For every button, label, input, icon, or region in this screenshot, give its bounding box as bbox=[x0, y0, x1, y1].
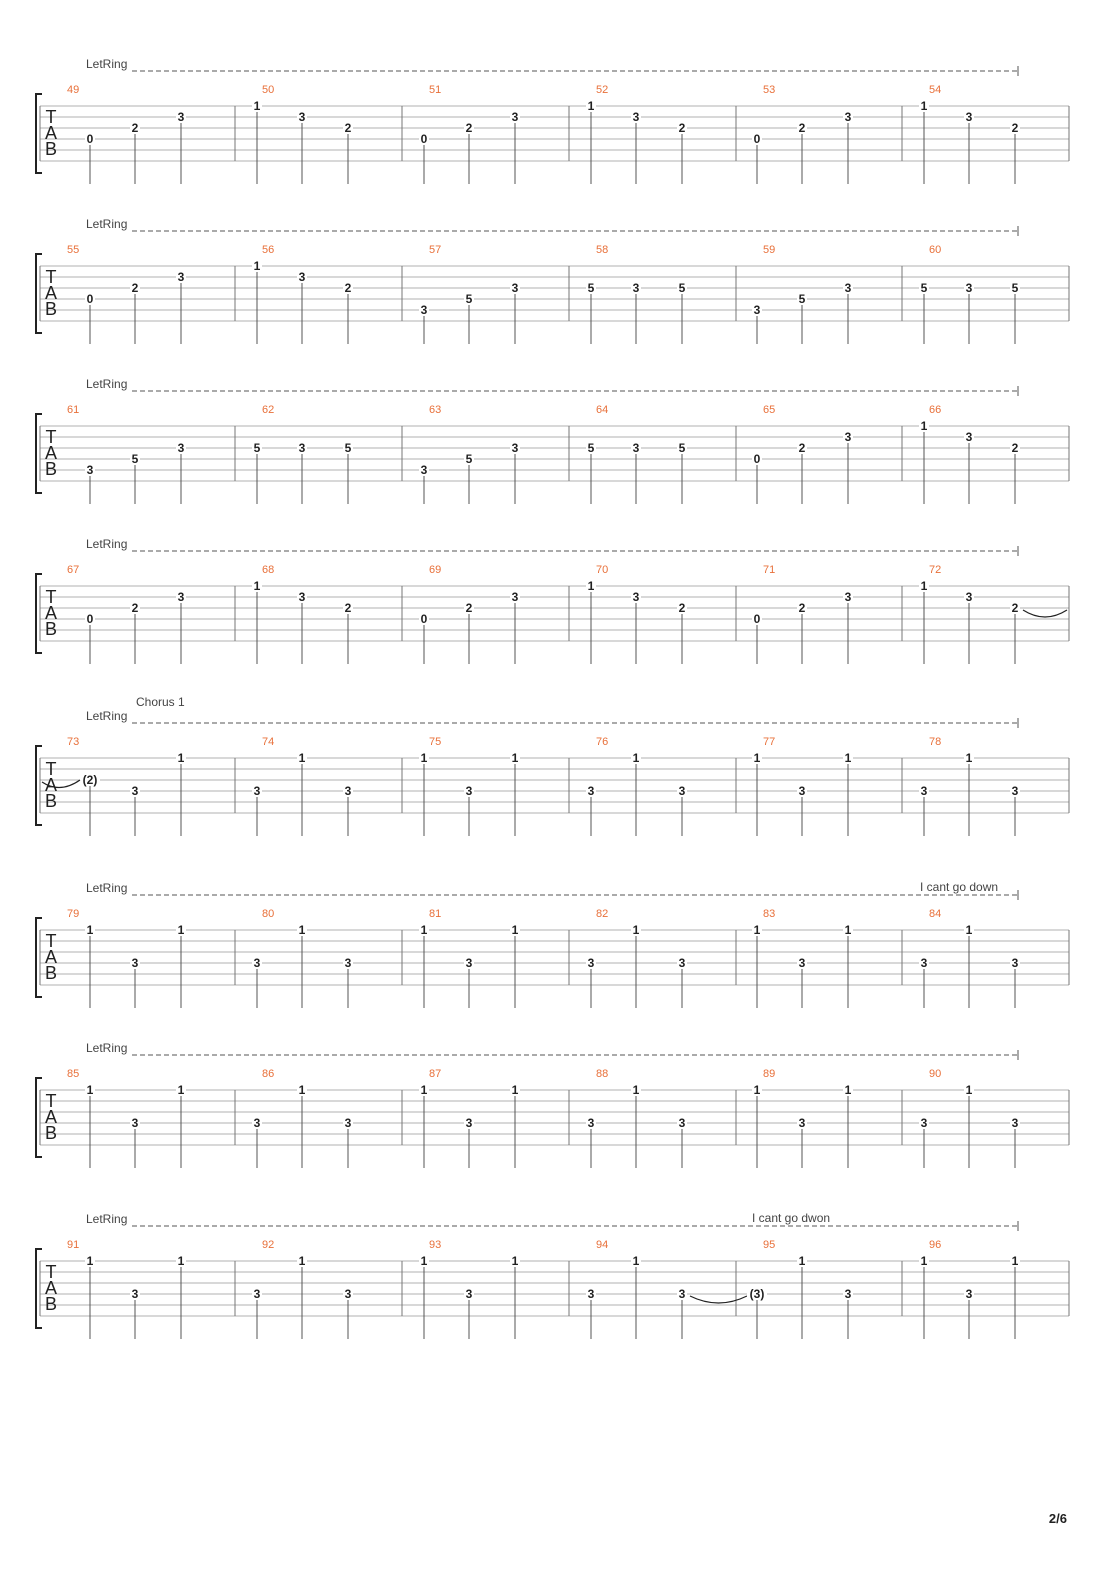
fret-number: 2 bbox=[1011, 121, 1019, 135]
measure-number: 57 bbox=[429, 244, 442, 256]
fret-number: 3 bbox=[753, 303, 761, 317]
fret-number: 3 bbox=[798, 956, 806, 970]
fret-number: 3 bbox=[965, 110, 973, 124]
measure-number: 71 bbox=[763, 564, 776, 576]
fret-number: 3 bbox=[177, 441, 185, 455]
fret-number: 5 bbox=[678, 441, 686, 455]
fret-number: 3 bbox=[465, 956, 473, 970]
measure-number: 90 bbox=[929, 1068, 942, 1080]
fret-number: 3 bbox=[344, 956, 352, 970]
fret-number: 3 bbox=[844, 430, 852, 444]
measure-number: 61 bbox=[67, 404, 80, 416]
measure-number: 92 bbox=[262, 1239, 275, 1251]
fret-number: 1 bbox=[298, 1254, 306, 1268]
fret-number: 1 bbox=[253, 579, 261, 593]
let-ring-label: LetRing bbox=[86, 1212, 128, 1226]
fret-number: 1 bbox=[844, 923, 852, 937]
measure-number: 64 bbox=[596, 404, 609, 416]
fret-number: 0 bbox=[753, 132, 761, 146]
tab-clef-letter: A bbox=[44, 1278, 58, 1298]
fret-number: 1 bbox=[420, 751, 428, 765]
fret-number: 3 bbox=[465, 784, 473, 798]
lyric-text: I cant go down bbox=[920, 880, 999, 894]
fret-number: 3 bbox=[131, 1287, 139, 1301]
fret-number: 1 bbox=[86, 923, 94, 937]
measure-number: 51 bbox=[429, 84, 442, 96]
fret-number: 5 bbox=[1011, 281, 1019, 295]
fret-number: 3 bbox=[511, 590, 519, 604]
measure-number: 50 bbox=[262, 84, 275, 96]
fret-number: (2) bbox=[82, 773, 98, 787]
tab-clef-letter: T bbox=[45, 1091, 57, 1111]
tab-clef-letter: T bbox=[45, 427, 57, 447]
measure-number: 52 bbox=[596, 84, 609, 96]
let-ring-label: LetRing bbox=[86, 57, 128, 71]
fret-number: 1 bbox=[298, 1083, 306, 1097]
tab-clef-letter: A bbox=[44, 947, 58, 967]
measure-number: 80 bbox=[262, 908, 275, 920]
measure-number: 87 bbox=[429, 1068, 442, 1080]
fret-number: 3 bbox=[177, 270, 185, 284]
fret-number: 3 bbox=[1011, 956, 1019, 970]
fret-number: 1 bbox=[177, 1254, 185, 1268]
fret-number: 3 bbox=[344, 1287, 352, 1301]
tab-clef-letter: T bbox=[45, 1262, 57, 1282]
fret-number: 1 bbox=[632, 923, 640, 937]
let-ring-label: LetRing bbox=[86, 1041, 128, 1055]
let-ring-label: LetRing bbox=[86, 377, 128, 391]
tie-arc bbox=[1023, 610, 1067, 617]
fret-number: 3 bbox=[965, 281, 973, 295]
fret-number: 3 bbox=[1011, 1116, 1019, 1130]
fret-number: 1 bbox=[511, 1083, 519, 1097]
fret-number: 1 bbox=[86, 1254, 94, 1268]
fret-number: 5 bbox=[465, 452, 473, 466]
measure-number: 60 bbox=[929, 244, 942, 256]
fret-number: 3 bbox=[177, 110, 185, 124]
fret-number: 3 bbox=[511, 110, 519, 124]
fret-number: 2 bbox=[798, 441, 806, 455]
fret-number: 3 bbox=[587, 956, 595, 970]
tab-clef-letter: B bbox=[44, 963, 58, 983]
fret-number: 1 bbox=[298, 923, 306, 937]
fret-number: 3 bbox=[844, 1287, 852, 1301]
fret-number: 3 bbox=[920, 784, 928, 798]
fret-number: 1 bbox=[420, 1083, 428, 1097]
measure-number: 96 bbox=[929, 1239, 942, 1251]
fret-number: 3 bbox=[465, 1116, 473, 1130]
let-ring-label: LetRing bbox=[86, 217, 128, 231]
fret-number: 0 bbox=[86, 612, 94, 626]
fret-number: 3 bbox=[798, 1116, 806, 1130]
fret-number: 1 bbox=[177, 923, 185, 937]
fret-number: 3 bbox=[844, 590, 852, 604]
fret-number: 3 bbox=[844, 110, 852, 124]
measure-number: 65 bbox=[763, 404, 776, 416]
measure-number: 67 bbox=[67, 564, 80, 576]
fret-number: 3 bbox=[131, 1116, 139, 1130]
fret-number: 2 bbox=[1011, 601, 1019, 615]
fret-number: 3 bbox=[798, 784, 806, 798]
fret-number: 2 bbox=[131, 281, 139, 295]
fret-number: 3 bbox=[920, 1116, 928, 1130]
measure-number: 62 bbox=[262, 404, 275, 416]
fret-number: 1 bbox=[965, 1083, 973, 1097]
measure-number: 94 bbox=[596, 1239, 609, 1251]
tab-clef-letter: A bbox=[44, 123, 58, 143]
fret-number: 1 bbox=[632, 1254, 640, 1268]
fret-number: 3 bbox=[298, 110, 306, 124]
fret-number: 1 bbox=[798, 1254, 806, 1268]
fret-number: 3 bbox=[298, 590, 306, 604]
fret-number: 1 bbox=[920, 579, 928, 593]
fret-number: 1 bbox=[965, 923, 973, 937]
measure-number: 53 bbox=[763, 84, 776, 96]
fret-number: 3 bbox=[587, 784, 595, 798]
measure-number: 72 bbox=[929, 564, 942, 576]
fret-number: 1 bbox=[253, 259, 261, 273]
measure-number: 86 bbox=[262, 1068, 275, 1080]
fret-number: 0 bbox=[420, 612, 428, 626]
tab-clef-letter: A bbox=[44, 603, 58, 623]
fret-number: 0 bbox=[753, 612, 761, 626]
fret-number: 5 bbox=[465, 292, 473, 306]
fret-number: 0 bbox=[753, 452, 761, 466]
fret-number: 1 bbox=[420, 923, 428, 937]
fret-number: 1 bbox=[844, 1083, 852, 1097]
fret-number: 3 bbox=[632, 281, 640, 295]
fret-number: 2 bbox=[678, 601, 686, 615]
fret-number: 5 bbox=[131, 452, 139, 466]
measure-number: 91 bbox=[67, 1239, 80, 1251]
let-ring-label: LetRing bbox=[86, 881, 128, 895]
fret-number: 3 bbox=[253, 1287, 261, 1301]
measure-number: 66 bbox=[929, 404, 942, 416]
measure-number: 83 bbox=[763, 908, 776, 920]
tab-clef-letter: A bbox=[44, 443, 58, 463]
measure-number: 82 bbox=[596, 908, 609, 920]
tab-clef-letter: B bbox=[44, 791, 58, 811]
measure-number: 95 bbox=[763, 1239, 776, 1251]
fret-number: 1 bbox=[920, 1254, 928, 1268]
fret-number: 1 bbox=[420, 1254, 428, 1268]
fret-number: (3) bbox=[749, 1287, 765, 1301]
measure-number: 63 bbox=[429, 404, 442, 416]
fret-number: 1 bbox=[511, 1254, 519, 1268]
measure-number: 81 bbox=[429, 908, 442, 920]
fret-number: 2 bbox=[344, 121, 352, 135]
tab-clef-letter: A bbox=[44, 1107, 58, 1127]
fret-number: 2 bbox=[131, 121, 139, 135]
fret-number: 2 bbox=[344, 281, 352, 295]
fret-number: 1 bbox=[632, 1083, 640, 1097]
fret-number: 5 bbox=[587, 281, 595, 295]
fret-number: 3 bbox=[511, 281, 519, 295]
fret-number: 5 bbox=[920, 281, 928, 295]
fret-number: 1 bbox=[844, 751, 852, 765]
tab-clef-letter: T bbox=[45, 931, 57, 951]
fret-number: 2 bbox=[678, 121, 686, 135]
fret-number: 5 bbox=[587, 441, 595, 455]
fret-number: 1 bbox=[920, 419, 928, 433]
fret-number: 3 bbox=[678, 784, 686, 798]
fret-number: 1 bbox=[511, 751, 519, 765]
fret-number: 0 bbox=[86, 292, 94, 306]
tab-clef-letter: T bbox=[45, 759, 57, 779]
tab-clef-letter: A bbox=[44, 283, 58, 303]
tab-clef-letter: B bbox=[44, 459, 58, 479]
fret-number: 3 bbox=[177, 590, 185, 604]
measure-number: 76 bbox=[596, 736, 609, 748]
fret-number: 3 bbox=[86, 463, 94, 477]
fret-number: 1 bbox=[753, 751, 761, 765]
tab-clef-letter: T bbox=[45, 107, 57, 127]
tab-clef-letter: A bbox=[44, 775, 58, 795]
tab-clef-letter: B bbox=[44, 139, 58, 159]
fret-number: 3 bbox=[298, 270, 306, 284]
tie-arc bbox=[690, 1296, 747, 1303]
lyric-text: I cant go dwon bbox=[752, 1211, 831, 1225]
fret-number: 3 bbox=[920, 956, 928, 970]
fret-number: 3 bbox=[632, 441, 640, 455]
fret-number: 3 bbox=[253, 784, 261, 798]
tab-clef-letter: B bbox=[44, 299, 58, 319]
fret-number: 3 bbox=[678, 956, 686, 970]
fret-number: 1 bbox=[1011, 1254, 1019, 1268]
measure-number: 73 bbox=[67, 736, 80, 748]
fret-number: 3 bbox=[420, 303, 428, 317]
fret-number: 3 bbox=[678, 1287, 686, 1301]
measure-number: 79 bbox=[67, 908, 80, 920]
fret-number: 1 bbox=[587, 99, 595, 113]
measure-number: 68 bbox=[262, 564, 275, 576]
measure-number: 69 bbox=[429, 564, 442, 576]
measure-number: 85 bbox=[67, 1068, 80, 1080]
fret-number: 1 bbox=[753, 923, 761, 937]
fret-number: 3 bbox=[587, 1287, 595, 1301]
fret-number: 3 bbox=[632, 590, 640, 604]
measure-number: 58 bbox=[596, 244, 609, 256]
let-ring-label: LetRing bbox=[86, 537, 128, 551]
fret-number: 3 bbox=[965, 1287, 973, 1301]
measure-number: 54 bbox=[929, 84, 942, 96]
measure-number: 93 bbox=[429, 1239, 442, 1251]
fret-number: 3 bbox=[632, 110, 640, 124]
page-number: 2/6 bbox=[1048, 1511, 1067, 1526]
measure-number: 75 bbox=[429, 736, 442, 748]
fret-number: 3 bbox=[587, 1116, 595, 1130]
fret-number: 0 bbox=[420, 132, 428, 146]
fret-number: 3 bbox=[1011, 784, 1019, 798]
measure-number: 74 bbox=[262, 736, 275, 748]
fret-number: 5 bbox=[344, 441, 352, 455]
fret-number: 3 bbox=[344, 784, 352, 798]
tab-clef-letter: B bbox=[44, 1294, 58, 1314]
measure-number: 49 bbox=[67, 84, 80, 96]
fret-number: 1 bbox=[298, 751, 306, 765]
fret-number: 3 bbox=[965, 590, 973, 604]
fret-number: 1 bbox=[86, 1083, 94, 1097]
section-label: Chorus 1 bbox=[136, 695, 185, 709]
fret-number: 5 bbox=[798, 292, 806, 306]
fret-number: 1 bbox=[511, 923, 519, 937]
fret-number: 1 bbox=[587, 579, 595, 593]
tab-clef-letter: B bbox=[44, 619, 58, 639]
measure-number: 70 bbox=[596, 564, 609, 576]
fret-number: 3 bbox=[253, 1116, 261, 1130]
tab-clef-letter: T bbox=[45, 587, 57, 607]
fret-number: 3 bbox=[253, 956, 261, 970]
fret-number: 2 bbox=[798, 601, 806, 615]
fret-number: 3 bbox=[965, 430, 973, 444]
measure-number: 89 bbox=[763, 1068, 776, 1080]
measure-number: 59 bbox=[763, 244, 776, 256]
fret-number: 3 bbox=[465, 1287, 473, 1301]
fret-number: 3 bbox=[131, 956, 139, 970]
fret-number: 1 bbox=[965, 751, 973, 765]
fret-number: 0 bbox=[86, 132, 94, 146]
measure-number: 78 bbox=[929, 736, 942, 748]
fret-number: 1 bbox=[753, 1083, 761, 1097]
fret-number: 1 bbox=[920, 99, 928, 113]
tab-clef-letter: B bbox=[44, 1123, 58, 1143]
fret-number: 5 bbox=[253, 441, 261, 455]
fret-number: 3 bbox=[420, 463, 428, 477]
fret-number: 1 bbox=[253, 99, 261, 113]
fret-number: 2 bbox=[344, 601, 352, 615]
fret-number: 2 bbox=[131, 601, 139, 615]
fret-number: 5 bbox=[678, 281, 686, 295]
measure-number: 88 bbox=[596, 1068, 609, 1080]
measure-number: 56 bbox=[262, 244, 275, 256]
fret-number: 3 bbox=[678, 1116, 686, 1130]
tab-clef-letter: T bbox=[45, 267, 57, 287]
fret-number: 1 bbox=[177, 751, 185, 765]
fret-number: 2 bbox=[465, 121, 473, 135]
fret-number: 2 bbox=[798, 121, 806, 135]
fret-number: 3 bbox=[344, 1116, 352, 1130]
fret-number: 3 bbox=[511, 441, 519, 455]
fret-number: 2 bbox=[1011, 441, 1019, 455]
measure-number: 55 bbox=[67, 244, 80, 256]
measure-number: 84 bbox=[929, 908, 942, 920]
fret-number: 3 bbox=[131, 784, 139, 798]
measure-number: 77 bbox=[763, 736, 776, 748]
fret-number: 3 bbox=[298, 441, 306, 455]
fret-number: 1 bbox=[177, 1083, 185, 1097]
fret-number: 2 bbox=[465, 601, 473, 615]
fret-number: 3 bbox=[844, 281, 852, 295]
let-ring-label: LetRing bbox=[86, 709, 128, 723]
fret-number: 1 bbox=[632, 751, 640, 765]
